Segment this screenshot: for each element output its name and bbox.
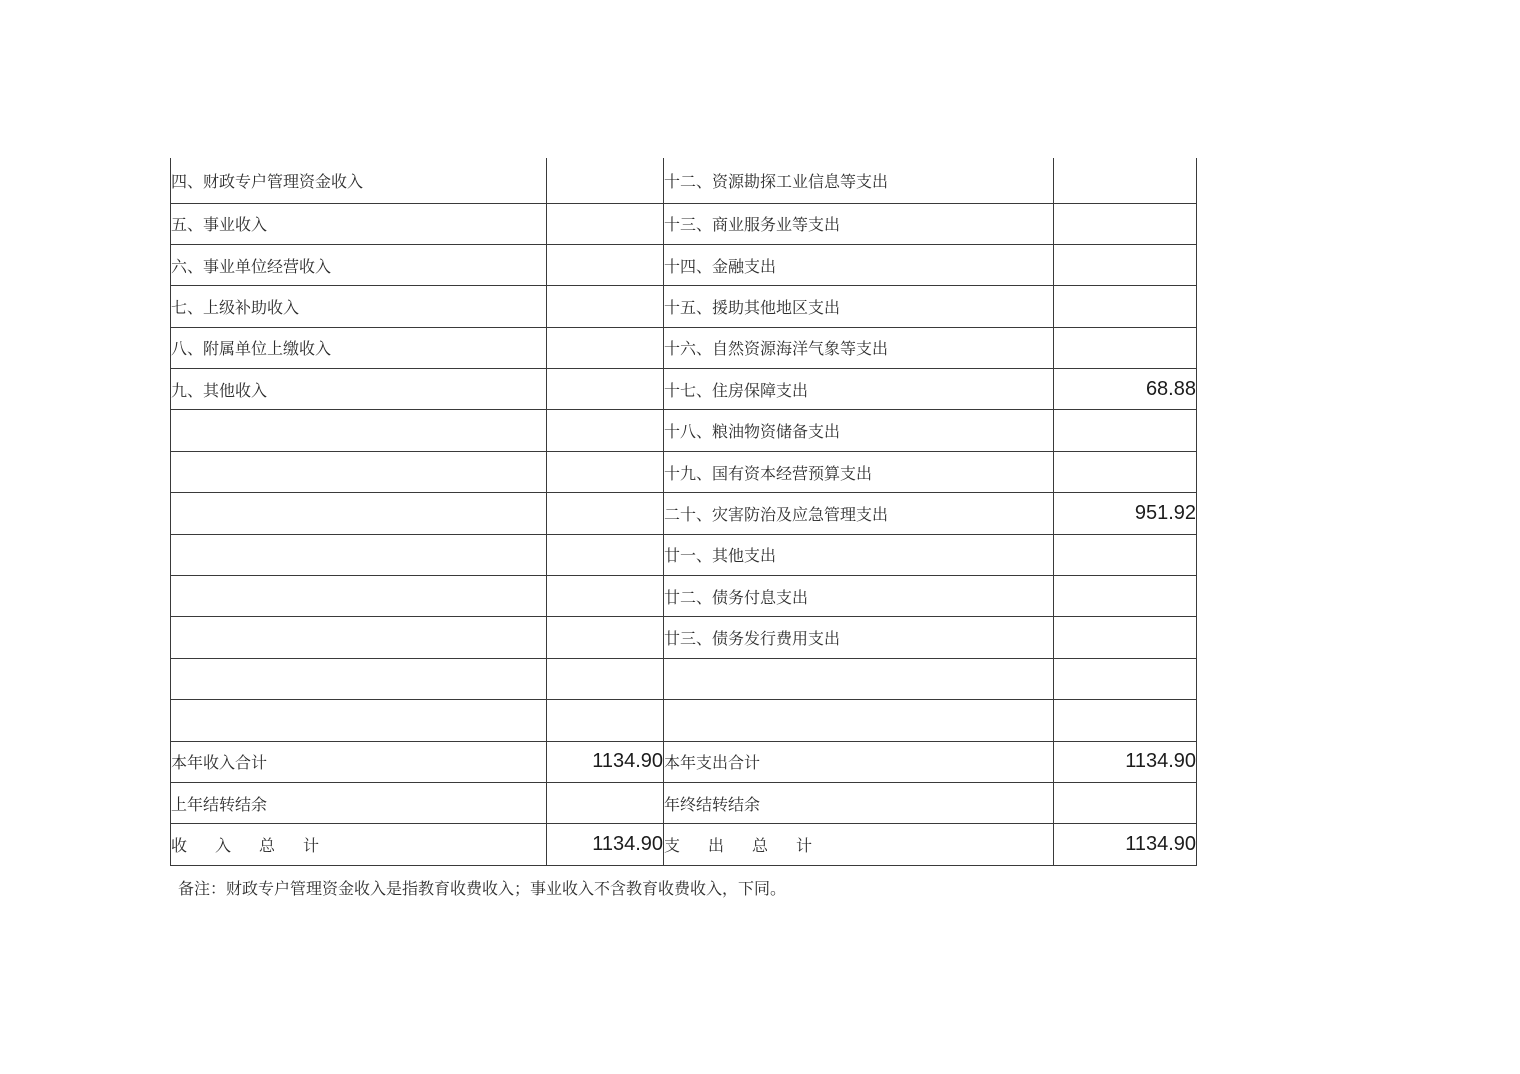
income-label-cell [171,617,547,658]
table-row-carryover [171,782,1197,823]
expense-label-cell: 十六、自然资源海洋气象等支出 [664,327,1054,368]
income-value-cell [547,203,664,244]
income-value-cell [547,493,664,534]
table-row [171,576,1197,617]
expense-value-cell [1054,327,1197,368]
expense-value-cell [1054,534,1197,575]
income-label-cell [171,534,547,575]
expense-label-cell: 十三、商业服务业等支出 [664,203,1054,244]
expense-label-cell: 廿二、债务付息支出 [664,576,1054,617]
income-value-cell [547,658,664,699]
table-row [171,244,1197,285]
expense-value-cell [1054,576,1197,617]
income-label-cell: 本年收入合计 [171,741,547,782]
income-value-cell [547,158,664,203]
income-value-cell [547,700,664,741]
expense-value-cell [1054,244,1197,285]
table-row [171,658,1197,699]
income-value-cell [547,286,664,327]
income-value-cell [547,410,664,451]
income-label-cell: 六、事业单位经营收入 [171,244,547,285]
income-label-cell [171,410,547,451]
table-row-income-subtotal [171,741,1197,782]
income-label-cell [171,658,547,699]
income-label-cell: 五、事业收入 [171,203,547,244]
table-row [171,617,1197,658]
income-label-cell: 九、其他收入 [171,369,547,410]
income-value-cell: 1134.90 [547,824,664,865]
income-value-cell [547,244,664,285]
expense-label-cell: 支出总计 [664,824,1054,865]
income-value-cell [547,576,664,617]
expense-label-cell: 十八、粮油物资储备支出 [664,410,1054,451]
income-value-cell [547,369,664,410]
expense-value-cell [1054,451,1197,492]
income-value-cell [547,617,664,658]
table-row [171,158,1197,203]
table-row [171,203,1197,244]
income-label-cell: 七、上级补助收入 [171,286,547,327]
expense-label-cell: 十二、资源勘探工业信息等支出 [664,158,1054,203]
income-value-cell [547,534,664,575]
income-value-cell [547,782,664,823]
table-row [171,493,1197,534]
expense-label-cell: 年终结转结余 [664,782,1054,823]
income-value-cell [547,451,664,492]
income-value-cell [547,327,664,368]
table-row [171,369,1197,410]
expense-label-cell: 本年支出合计 [664,741,1054,782]
footnote: 备注：财政专户管理资金收入是指教育收费收入；事业收入不含教育收费收入，下同。 [178,881,787,898]
expense-label-cell: 廿三、债务发行费用支出 [664,617,1054,658]
income-label-cell [171,700,547,741]
table-row-grand-total [171,824,1197,865]
expense-value-cell [1054,286,1197,327]
expense-value-cell: 1134.90 [1054,824,1197,865]
expense-value-cell [1054,410,1197,451]
expense-label-cell: 廿一、其他支出 [664,534,1054,575]
income-label-cell [171,576,547,617]
expense-value-cell [1054,700,1197,741]
expense-value-cell [1054,158,1197,203]
income-value-cell: 1134.90 [547,741,664,782]
expense-value-cell: 951.92 [1054,493,1197,534]
expense-value-cell: 1134.90 [1054,741,1197,782]
table-row [171,700,1197,741]
expense-label-cell [664,658,1054,699]
expense-value-cell [1054,658,1197,699]
expense-label-cell: 十九、国有资本经营预算支出 [664,451,1054,492]
income-label-cell: 收入总计 [171,824,547,865]
expense-value-cell [1054,203,1197,244]
expense-value-cell [1054,782,1197,823]
table-row [171,410,1197,451]
expense-label-cell: 十四、金融支出 [664,244,1054,285]
expense-label-cell: 二十、灾害防治及应急管理支出 [664,493,1054,534]
table-row [171,327,1197,368]
table-row [171,534,1197,575]
expense-value-cell [1054,617,1197,658]
table-row [171,451,1197,492]
income-label-cell: 四、财政专户管理资金收入 [171,158,547,203]
table-row [171,286,1197,327]
income-label-cell [171,493,547,534]
income-expenditure-table [170,158,1197,866]
income-label-cell: 八、附属单位上缴收入 [171,327,547,368]
income-label-cell [171,451,547,492]
expense-label-cell [664,700,1054,741]
income-label-cell: 上年结转结余 [171,782,547,823]
expense-label-cell: 十七、住房保障支出 [664,369,1054,410]
expense-label-cell: 十五、援助其他地区支出 [664,286,1054,327]
expense-value-cell: 68.88 [1054,369,1197,410]
